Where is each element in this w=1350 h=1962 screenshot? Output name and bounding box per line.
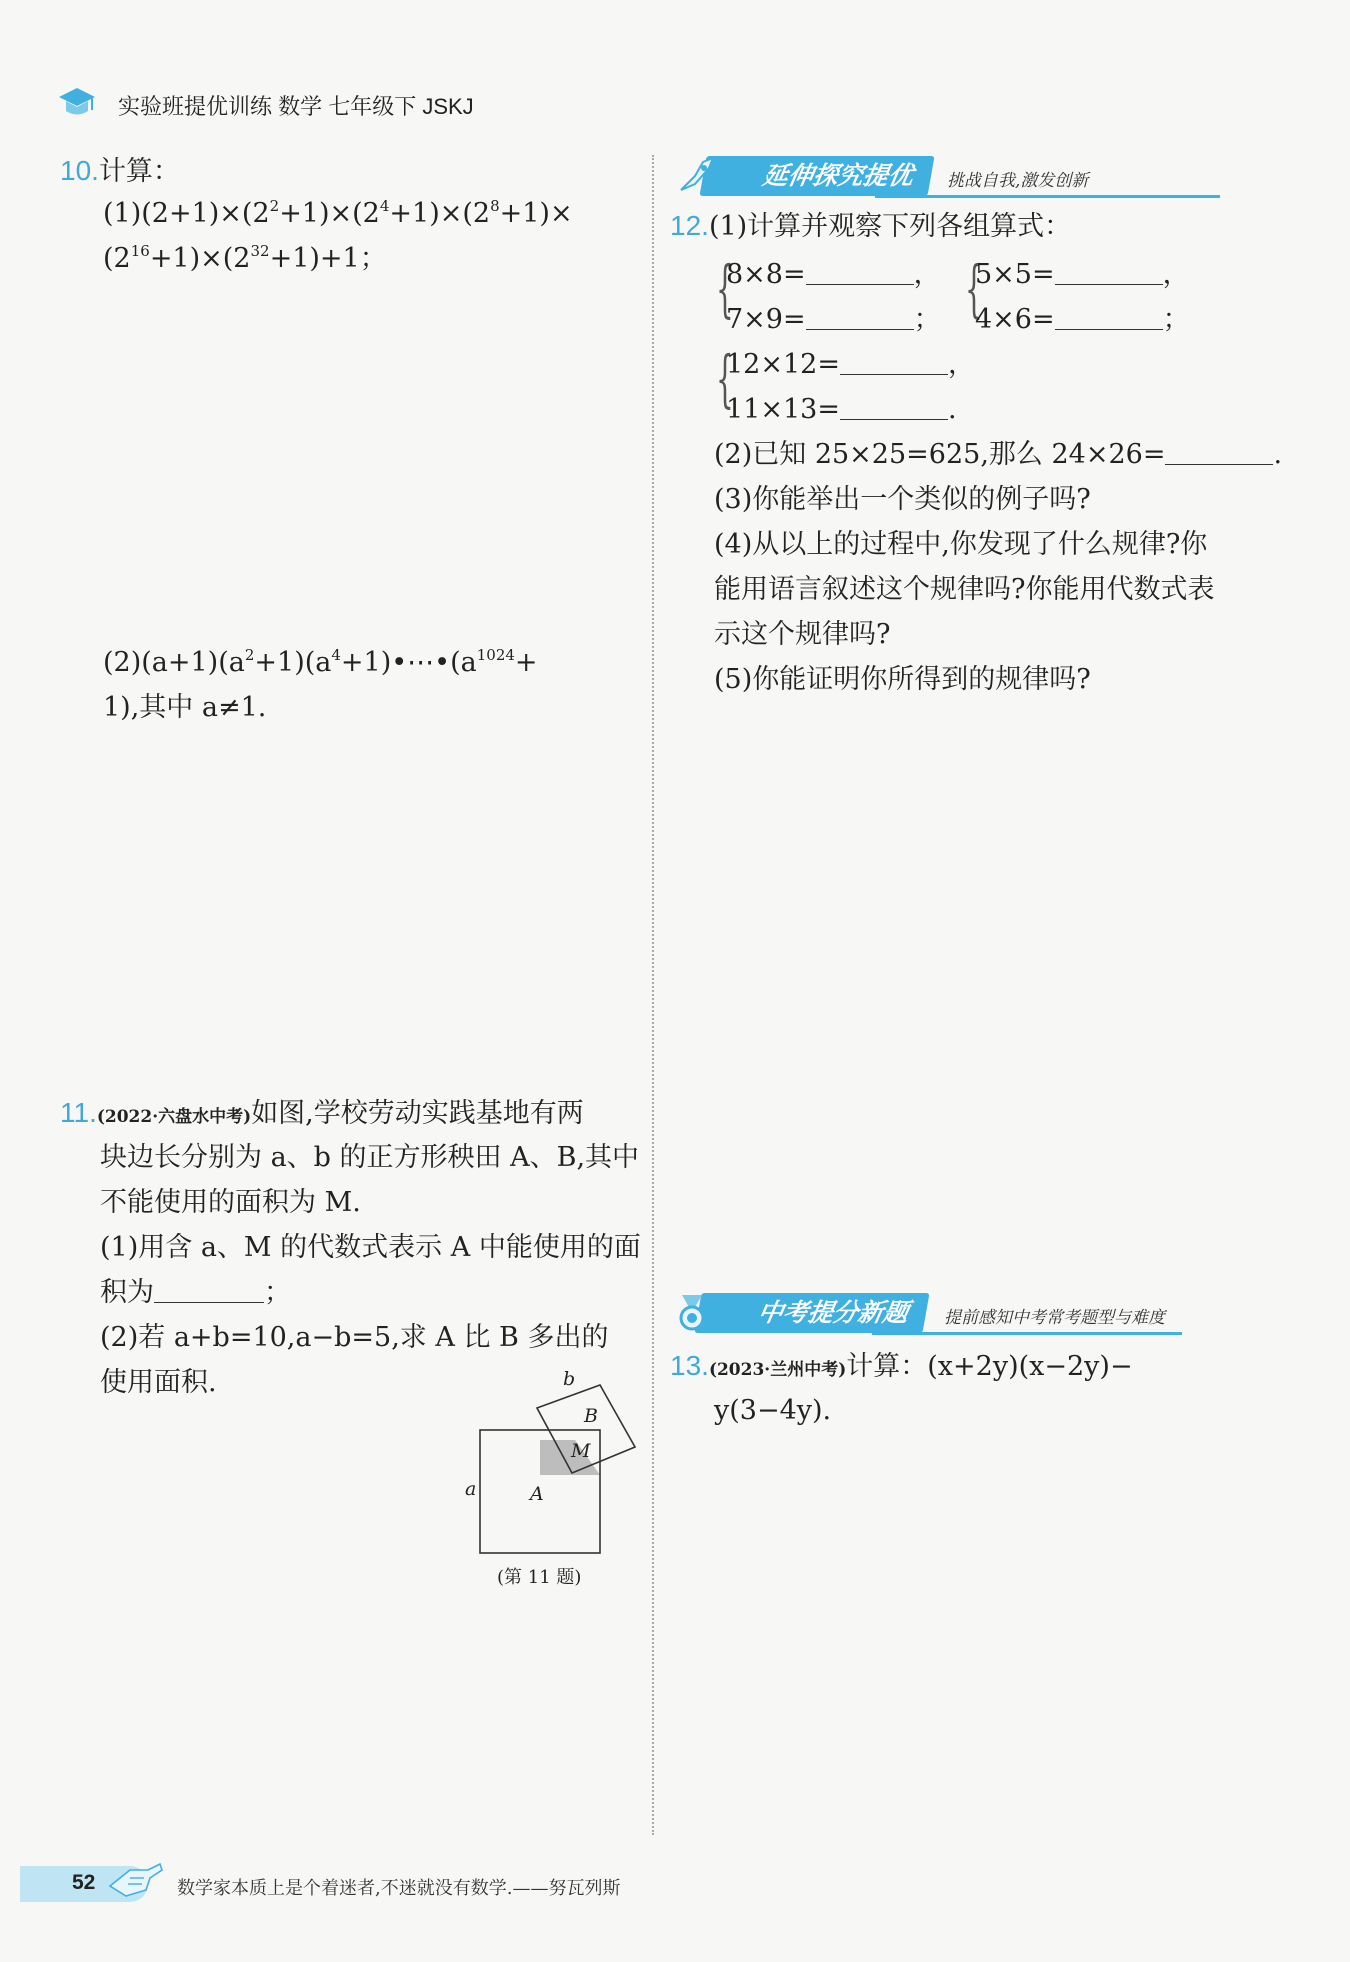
section-subtitle: 挑战自我,激发创新	[947, 171, 1089, 191]
page-number: 52	[72, 1871, 96, 1894]
answer-blank[interactable]	[1055, 256, 1163, 285]
q12-part5: (5)你能证明你所得到的规律吗?	[714, 664, 1091, 695]
q11-line5: 积为 ；	[100, 1270, 291, 1315]
pencil-hand-icon	[106, 1860, 166, 1904]
q11-line6: (2)若 a+b=10,a−b=5,求 A 比 B 多出的	[100, 1322, 609, 1353]
answer-blank[interactable]	[154, 1274, 264, 1303]
answer-blank[interactable]	[806, 301, 914, 330]
q12-part4-line2: 能用语言叙述这个规律吗?你能用代数式表	[714, 574, 1215, 605]
q12-intro: 12.(1)计算并观察下列各组算式：	[670, 210, 1072, 242]
q12-part4-line3: 示这个规律吗?	[714, 619, 891, 650]
q10-part1-line2: $(2^{16}+1)\times(2^{32}+1)+1$；	[103, 242, 387, 274]
q11-line7: 使用面积.	[100, 1367, 217, 1398]
answer-blank[interactable]	[1165, 436, 1273, 465]
medal-icon	[672, 1293, 712, 1333]
label-M: M	[571, 1440, 591, 1462]
answer-blank[interactable]	[840, 346, 948, 375]
q10-part2-line2: 1),其中 a≠1.	[103, 692, 267, 723]
label-A: A	[530, 1483, 544, 1505]
q12-part3: (3)你能举出一个类似的例子吗?	[714, 484, 1091, 515]
q11-figure	[455, 1360, 655, 1600]
section-banner-extension	[675, 156, 1220, 196]
q10-part1-line1: $(1)(2+1)\times(2^2+1)\times(2^4+1)\times(2^8+1)\times$	[103, 197, 573, 229]
q13-line1: 13.(2023·兰州中考)计算：(x+2y)(x−2y)−	[670, 1350, 1133, 1382]
label-b: b	[563, 1368, 576, 1390]
graduation-cap-icon	[58, 86, 96, 120]
q10-part2-line1: $(2)(a+1)(a^2+1)(a^4+1)•\cdots•(a^{1024}+$	[103, 646, 538, 678]
q11-line1: 11.(2022·六盘水中考)如图,学校劳动实践基地有两	[60, 1097, 584, 1129]
section-banner-exam	[672, 1293, 1182, 1333]
q11-line4: (1)用含 a、M 的代数式表示 A 中能使用的面	[100, 1232, 641, 1263]
footer-quote: 数学家本质上是个着迷者,不迷就没有数学.——努瓦列斯	[177, 1878, 621, 1899]
answer-blank[interactable]	[806, 256, 914, 285]
section-title: 延伸探究提优	[699, 156, 934, 196]
answer-blank[interactable]	[840, 391, 948, 420]
page-title: 实验班提优训练 数学 七年级下 JSKJ	[118, 94, 474, 119]
section-subtitle: 提前感知中考常考题型与难度	[944, 1308, 1165, 1328]
q13-source: (2023·兰州中考)	[708, 1360, 847, 1380]
q10-heading: 10.计算：	[60, 155, 180, 187]
label-B: B	[584, 1405, 598, 1427]
label-a: a	[465, 1478, 477, 1500]
answer-blank[interactable]	[1055, 301, 1163, 330]
section-title: 中考提分新题	[694, 1293, 929, 1333]
q11-line2: 块边长分别为 a、b 的正方形秧田 A、B,其中	[100, 1142, 640, 1173]
figure-caption: (第 11 题)	[497, 1567, 582, 1588]
q12-part2: (2)已知 25×25=625,那么 24×26= .	[714, 432, 1282, 477]
rocket-icon	[675, 156, 719, 196]
q13-line2: y(3−4y).	[714, 1395, 832, 1426]
page-footer	[20, 1860, 1330, 1910]
q11-source: (2022·六盘水中考)	[96, 1107, 252, 1127]
q11-line3: 不能使用的面积为 M.	[100, 1187, 361, 1218]
q12-part4-line1: (4)从以上的过程中,你发现了什么规律?你	[714, 529, 1208, 560]
